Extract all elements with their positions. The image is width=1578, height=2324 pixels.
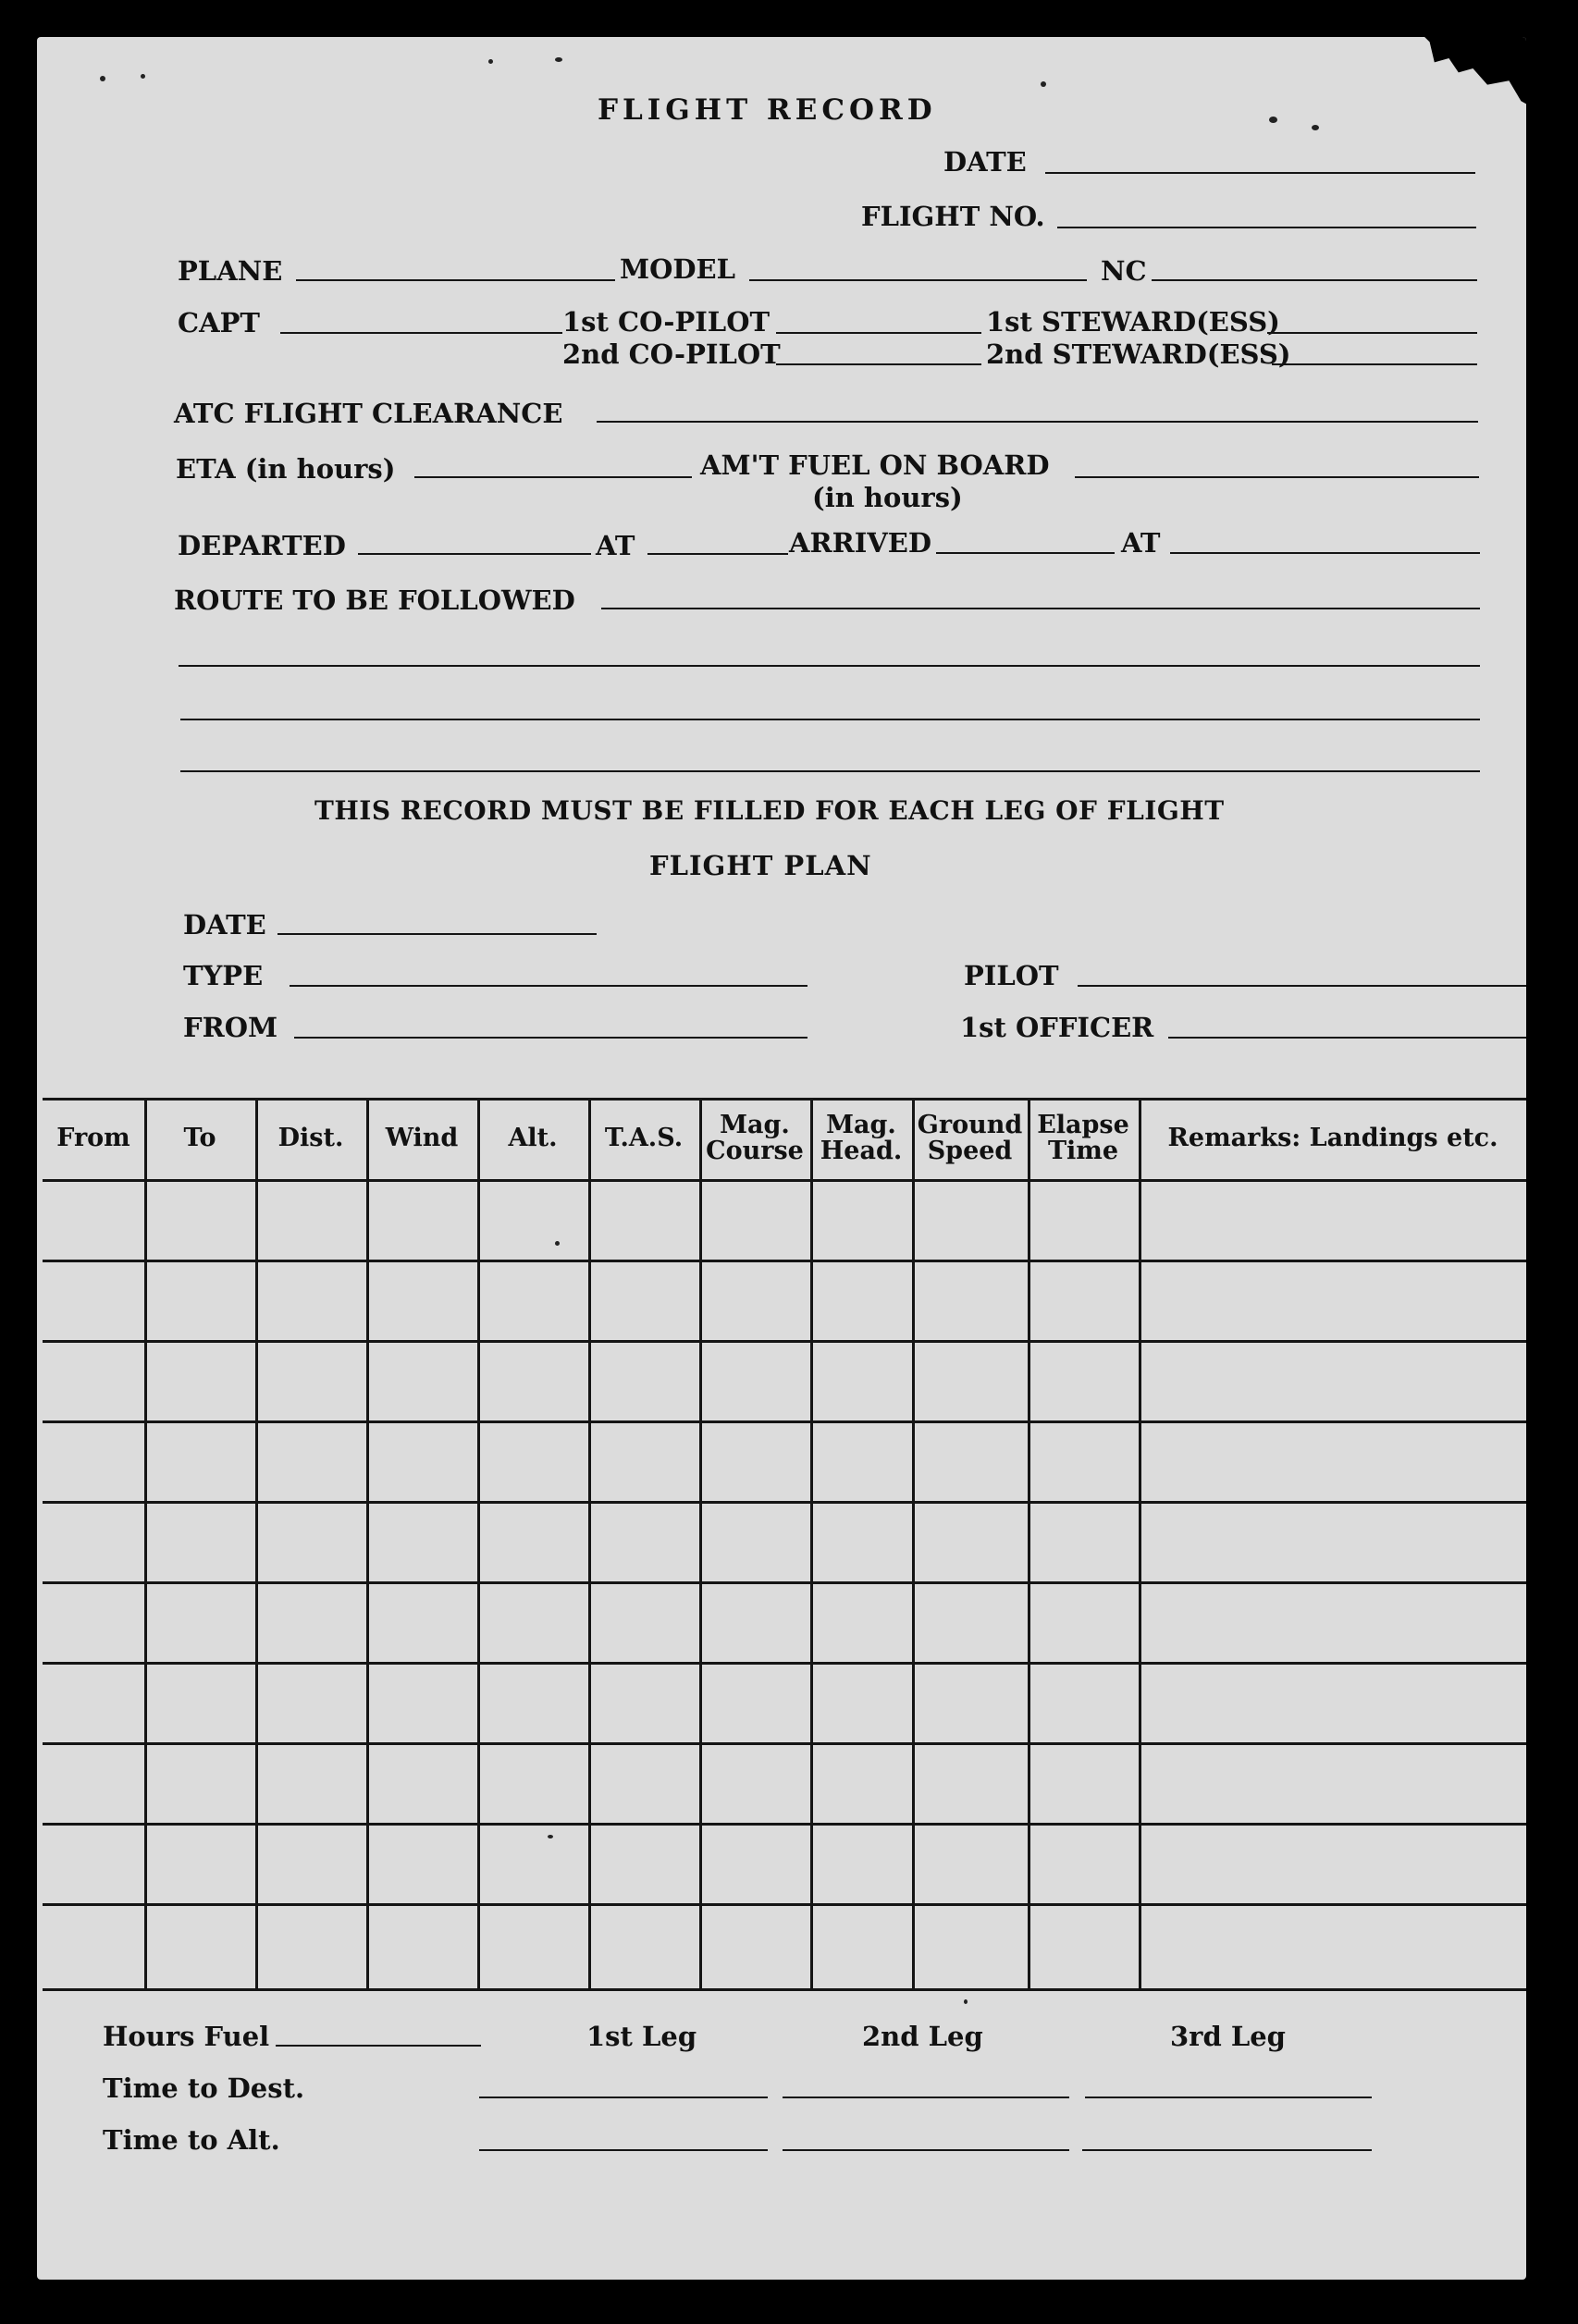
plan-pilot-field[interactable] (1078, 985, 1526, 987)
torn-corner (1415, 37, 1526, 129)
route-field-line-3[interactable] (180, 719, 1480, 720)
scan-speck (141, 74, 145, 79)
second-steward-field[interactable] (1272, 363, 1477, 365)
arrived-at-label: AT (1121, 527, 1161, 559)
hours-fuel-label: Hours Fuel (103, 2021, 270, 2052)
time-to-alt-leg2[interactable] (783, 2149, 1069, 2151)
atc-clearance-label: ATC FLIGHT CLEARANCE (174, 398, 563, 429)
capt-label: CAPT (178, 307, 260, 338)
col-header-mag-course: Mag. Course (706, 1110, 804, 1165)
table-row[interactable] (43, 1420, 1526, 1423)
form-title: FLIGHT RECORD (598, 93, 937, 127)
table-row[interactable] (43, 1581, 1526, 1584)
col-header-from: From (56, 1123, 130, 1152)
flight-record-form (37, 37, 1526, 2280)
col-header-dist: Dist. (277, 1123, 344, 1152)
first-leg-label: 1st Leg (586, 2021, 697, 2052)
plan-officer-label: 1st OFFICER (960, 1012, 1154, 1043)
first-copilot-field[interactable] (776, 332, 981, 334)
departed-field[interactable] (358, 553, 591, 555)
scan-speck (488, 59, 493, 64)
nc-label: NC (1101, 255, 1147, 287)
scan-speck (100, 76, 105, 81)
nc-field[interactable] (1152, 279, 1477, 281)
column-divider (477, 1098, 480, 1991)
column-divider (912, 1098, 915, 1991)
col-header-to: To (183, 1123, 216, 1152)
fuel-unit-label: (in hours) (812, 482, 963, 513)
first-copilot-label: 1st CO-PILOT (562, 306, 771, 338)
column-divider (810, 1098, 813, 1991)
first-steward-field[interactable] (1267, 332, 1477, 334)
plan-from-label: FROM (183, 1012, 278, 1043)
time-to-dest-leg1[interactable] (479, 2097, 768, 2098)
arrived-label: ARRIVED (789, 527, 932, 559)
time-to-dest-label: Time to Dest. (103, 2072, 305, 2104)
third-leg-label: 3rd Leg (1170, 2021, 1286, 2052)
table-bottom-border (43, 1988, 1526, 1991)
atc-clearance-field[interactable] (597, 421, 1478, 423)
capt-field[interactable] (280, 332, 562, 334)
second-steward-label: 2nd STEWARD(ESS) (986, 338, 1291, 370)
scan-speck (555, 57, 562, 62)
table-row[interactable] (43, 1662, 1526, 1665)
scan-speck (548, 1835, 553, 1838)
column-divider (699, 1098, 702, 1991)
column-divider (255, 1098, 258, 1991)
table-row[interactable] (43, 1903, 1526, 1906)
time-to-dest-leg2[interactable] (783, 2097, 1069, 2098)
time-to-alt-leg1[interactable] (479, 2149, 768, 2151)
col-header-remarks: Remarks: Landings etc. (1167, 1123, 1498, 1152)
plane-label: PLANE (178, 255, 283, 287)
flight-no-label: FLIGHT NO. (861, 201, 1045, 232)
table-row[interactable] (43, 1501, 1526, 1504)
arrived-field[interactable] (936, 552, 1115, 554)
date-label: DATE (943, 146, 1027, 178)
time-to-alt-leg3[interactable] (1082, 2149, 1372, 2151)
col-header-alt: Alt. (508, 1123, 558, 1152)
time-to-dest-leg3[interactable] (1085, 2097, 1372, 2098)
departed-at-label: AT (596, 530, 635, 561)
time-to-alt-label: Time to Alt. (103, 2124, 280, 2156)
table-header-border (43, 1179, 1526, 1182)
route-field-line-2[interactable] (179, 665, 1480, 667)
plane-field[interactable] (296, 279, 615, 281)
scan-speck (1041, 81, 1046, 87)
flight-log-table (43, 1098, 1526, 1992)
scan-speck (1269, 117, 1277, 123)
table-row[interactable] (43, 1340, 1526, 1343)
scan-speck (555, 1241, 560, 1246)
departed-at-field[interactable] (647, 553, 788, 555)
route-label: ROUTE TO BE FOLLOWED (174, 584, 575, 616)
second-copilot-label: 2nd CO-PILOT (562, 338, 781, 370)
table-row[interactable] (43, 1742, 1526, 1745)
col-header-mag-head: Mag. Head. (820, 1110, 903, 1165)
second-copilot-field[interactable] (776, 363, 981, 365)
first-steward-label: 1st STEWARD(ESS) (986, 306, 1280, 338)
plan-pilot-label: PILOT (964, 960, 1059, 991)
table-row[interactable] (43, 1260, 1526, 1262)
plan-date-label: DATE (183, 909, 266, 941)
scan-speck (964, 1999, 968, 2004)
model-label: MODEL (620, 253, 736, 285)
arrived-at-field[interactable] (1170, 552, 1480, 554)
col-header-wind: Wind (385, 1123, 459, 1152)
second-leg-label: 2nd Leg (862, 2021, 983, 2052)
column-divider (1028, 1098, 1030, 1991)
column-divider (366, 1098, 369, 1991)
column-divider (144, 1098, 147, 1991)
eta-field[interactable] (414, 476, 692, 478)
model-field[interactable] (749, 279, 1087, 281)
plan-from-field[interactable] (294, 1037, 807, 1039)
date-field[interactable] (1045, 172, 1475, 174)
flight-no-field[interactable] (1057, 227, 1476, 228)
leg-notice: THIS RECORD MUST BE FILLED FOR EACH LEG OF FLIGHT (314, 795, 1225, 826)
plan-date-field[interactable] (277, 933, 597, 935)
eta-label: ETA (in hours) (176, 453, 396, 485)
route-field-line-4[interactable] (180, 770, 1480, 772)
column-divider (588, 1098, 591, 1991)
plan-officer-field[interactable] (1168, 1037, 1526, 1039)
departed-label: DEPARTED (178, 530, 346, 561)
col-header-ground-speed: Ground Speed (917, 1110, 1023, 1165)
flight-plan-title: FLIGHT PLAN (649, 850, 872, 881)
route-field[interactable] (601, 608, 1480, 609)
column-divider (1139, 1098, 1141, 1991)
col-header-elapse-time: Elapse Time (1037, 1110, 1129, 1165)
hours-fuel-field[interactable] (276, 2045, 481, 2047)
plan-type-field[interactable] (290, 985, 807, 987)
scan-speck (1312, 125, 1319, 130)
col-header-tas: T.A.S. (604, 1123, 684, 1152)
fuel-on-board-label: AM'T FUEL ON BOARD (700, 449, 1050, 481)
table-row[interactable] (43, 1823, 1526, 1826)
fuel-on-board-field[interactable] (1075, 476, 1479, 478)
plan-type-label: TYPE (183, 960, 264, 991)
